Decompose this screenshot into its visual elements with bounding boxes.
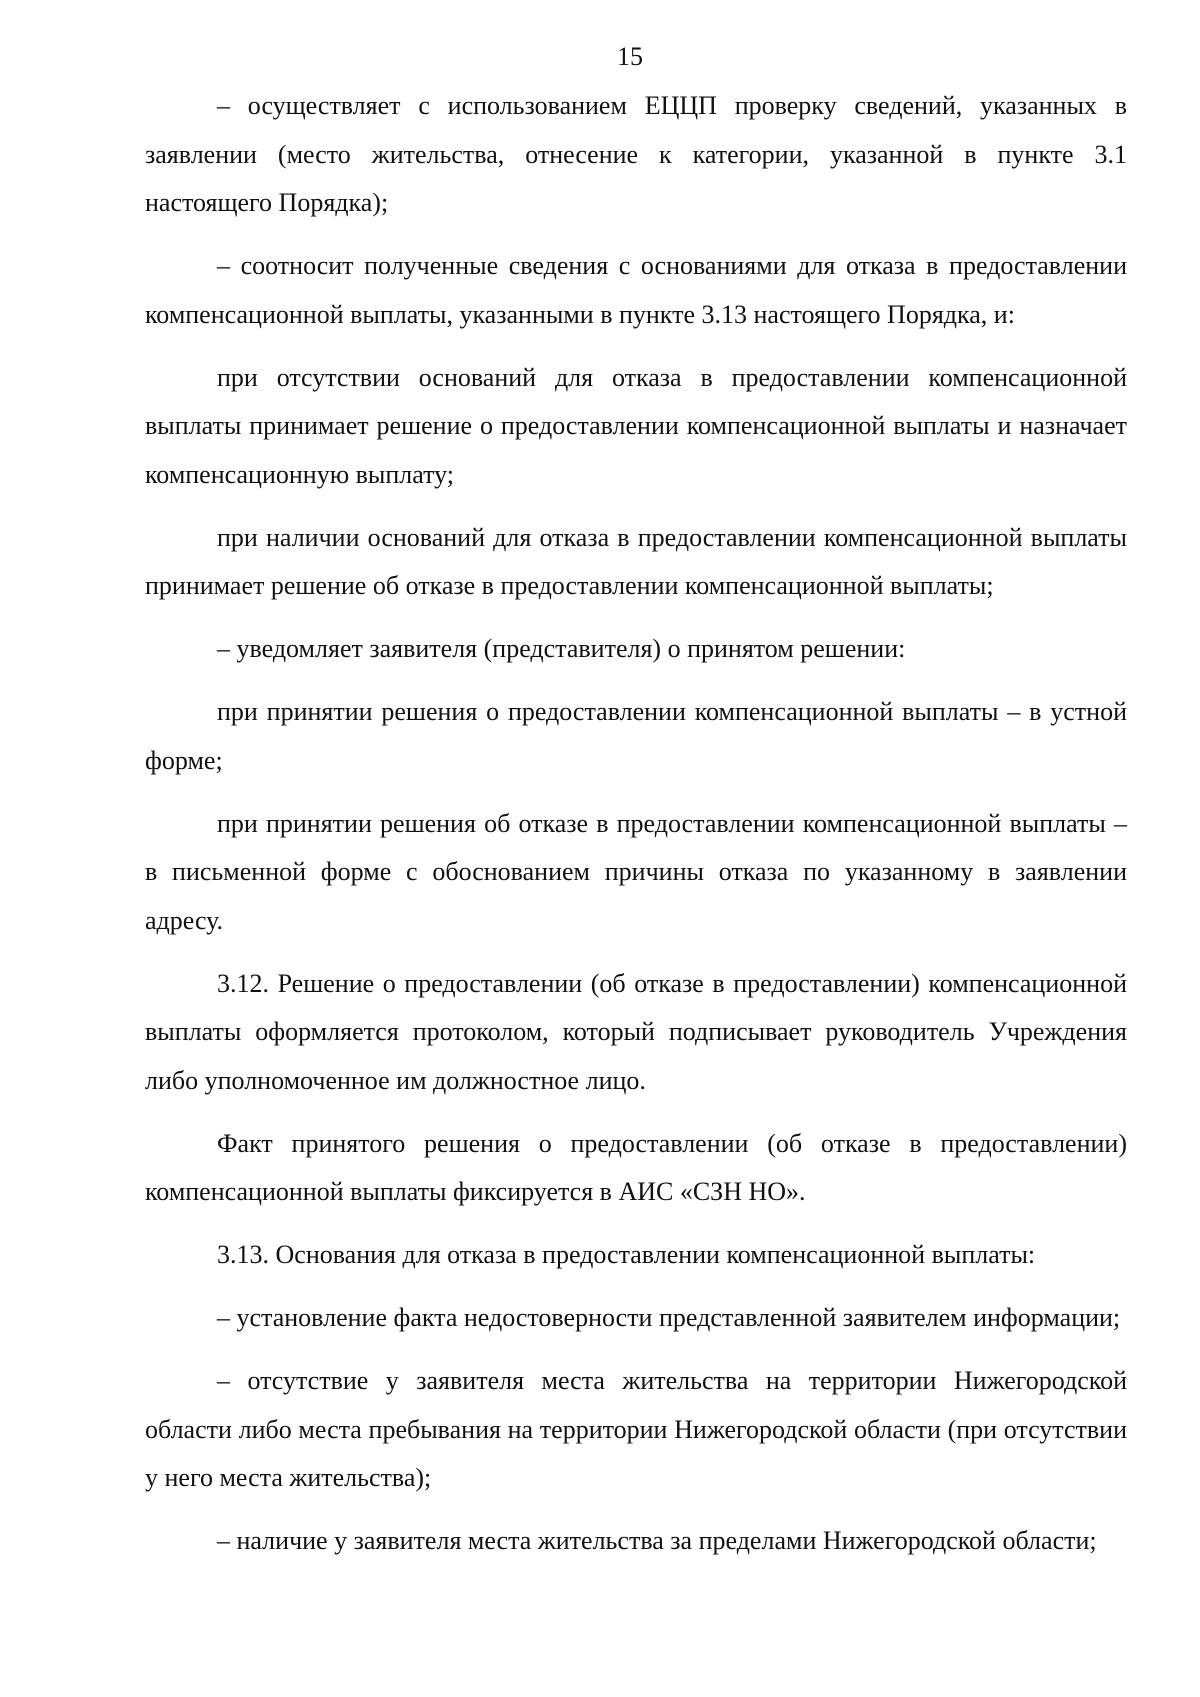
paragraph-3-13: 3.13. Основания для отказа в предоставлении компенсационной выплаты: [217,1240,1036,1269]
paragraph-3-12: 3.12. Решение о предоставлении (об отказе в предоставлении) компенсационной выплаты оформляется протоколом, который подписывает руководитель Учреждения либо уполномоченное им должностное лицо. [145,968,1127,1095]
paragraph-notify-written: при принятии решения об отказе в предоставлении компенсационной выплаты – в письменной форме с обоснованием причины отказа по указанному в заявлении адресу. [145,808,1127,935]
paragraph-decision-record: Факт принятого решения о предоставлении (об отказе в предоставлении) компенсационной выплаты фиксируется в АИС «СЗН НО». [145,1128,1127,1206]
paragraph-notify: – уведомляет заявителя (представителя) о принятом решении: [217,634,906,663]
paragraph-unreliable-info: – установление факта недостоверности представленной заявителем информации; [217,1303,1121,1332]
paragraph-notify-oral: при принятии решения о предоставлении компенсационной выплаты – в устной форме; [145,697,1127,775]
document-body [145,82,1127,1580]
paragraph-no-residence: – отсутствие у заявителя места жительства на территории Нижегородской области либо места пребывания на территории Нижегородской области (при отсутствии у него места жительства); [145,1366,1127,1492]
paragraph-no-grounds: при отсутствии оснований для отказа в предоставлении компенсационной выплаты принимает решение о предоставлении компенсационной выплаты и назначает компенсационную выплату; [145,362,1127,489]
paragraph-correlation: – соотносит полученные сведения с основаниями для отказа в предоставлении компенсационной выплаты, указанными в пункте 3.13 настоящего Порядка, и: [145,251,1127,329]
page-number: 15 [617,42,643,71]
paragraph-verification: – осуществляет с использованием ЕЦЦП проверку сведений, указанных в заявлении (место жительства, отнесение к категории, указанной в пункте 3.1 настоящего Порядка); [145,91,1127,217]
paragraph-residence-outside: – наличие у заявителя места жительства за пределами Нижегородской области; [217,1526,1097,1555]
paragraph-grounds-exist: при наличии оснований для отказа в предоставлении компенсационной выплаты принимает решение об отказе в предоставлении компенсационной выплаты; [145,522,1127,600]
